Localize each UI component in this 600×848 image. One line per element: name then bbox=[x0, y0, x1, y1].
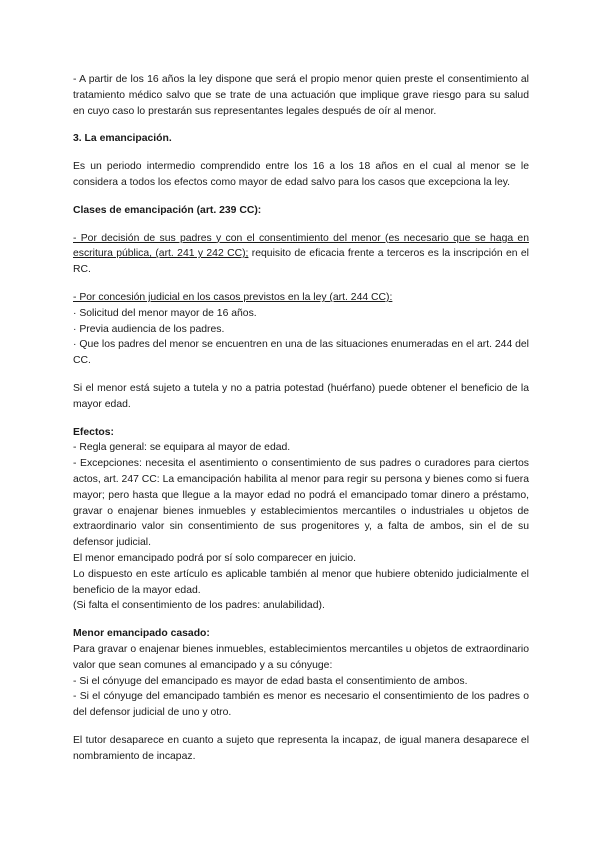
paragraph-definicion: Es un periodo intermedio comprendido entre los 16 a los 18 años en el cual al menor se le considera a todos los efectos como mayor de edad salvo para los casos que excepciona la ley. bbox=[73, 161, 529, 188]
clase-judicial-title: - Por concesión judicial en los casos previstos en la ley (art. 244 CC): bbox=[73, 291, 393, 303]
document-page bbox=[73, 72, 529, 764]
heading-menor-casado: Menor emancipado casado: bbox=[73, 628, 210, 640]
casado-line: Para gravar o enajenar bienes inmuebles, establecimientos mercantiles u objetos de extraordinario valor que sean comunes al emancipado y a su cónyuge: bbox=[73, 643, 529, 671]
paragraph-tutor: El tutor desaparece en cuanto a sujeto que representa la incapaz, de igual manera desaparece el nombramiento de incapaz. bbox=[73, 734, 529, 762]
clase-padres-rest: requisito de eficacia frente a terceros es la inscripción en el RC. bbox=[73, 248, 529, 276]
efectos-line: (Si falta el consentimiento de los padres: anulabilidad). bbox=[73, 600, 325, 612]
list-item: · Que los padres del menor se encuentren en una de las situaciones enumeradas en el art. 244 del CC. bbox=[73, 339, 529, 367]
efectos-line: Lo dispuesto en este artículo es aplicable también al menor que hubiere obtenido judicialmente el beneficio de la mayor edad. bbox=[73, 568, 529, 596]
block-concesion-judicial bbox=[73, 290, 529, 369]
efectos-line: - Regla general: se equipara al mayor de edad. bbox=[73, 442, 291, 454]
paragraph-consentimiento-medico: - A partir de los 16 años la ley dispone que será el propio menor quien preste el consentimiento al tratamiento médico salvo que se trate de una actuación que implique grave riesgo para su salud en cuyo caso lo prestarán sus representantes legales después de oír al menor. bbox=[73, 74, 529, 117]
list-item: · Previa audiencia de los padres. bbox=[73, 323, 225, 335]
section-title-emancipacion: 3. La emancipación. bbox=[73, 133, 172, 145]
heading-clases-emancipacion: Clases de emancipación (art. 239 CC): bbox=[73, 204, 262, 216]
block-efectos bbox=[73, 425, 529, 615]
block-menor-casado bbox=[73, 626, 529, 721]
clase-padres-underlined: - Por decisión de sus padres y con el consentimiento del menor (es necesario que se haga en escritura pública, (art. 241 y 242 CC); bbox=[73, 232, 529, 260]
efectos-line: El menor emancipado podrá por sí solo comparecer en juicio. bbox=[73, 552, 357, 564]
casado-line: - Si el cónyuge del emancipado es mayor de edad basta el consentimiento de ambos. bbox=[73, 675, 468, 687]
paragraph-clase-padres bbox=[73, 231, 529, 278]
paragraph-tutela: Si el menor está sujeto a tutela y no a patria potestad (huérfano) puede obtener el beneficio de la mayor edad. bbox=[73, 382, 529, 410]
heading-efectos: Efectos: bbox=[73, 426, 114, 438]
list-item: · Solicitud del menor mayor de 16 años. bbox=[73, 307, 257, 319]
casado-line: - Si el cónyuge del emancipado también es menor es necesario el consentimiento de los padres o del defensor judicial de uno y otro. bbox=[73, 691, 529, 719]
efectos-line: - Excepciones: necesita el asentimiento o consentimiento de sus padres o curadores para ciertos actos, art. 247 CC: La emancipación habilita al menor para regir su persona y bienes como si fuera mayor; pero hasta que llegue a la mayor edad no podrá el emancipado tomar dinero a préstamo, gravar o enajenar bienes inmuebles y establecimientos mercantiles o industriales u objetos de extraordinario valor sin consentimiento de sus progenitores y, a falta de ambos, sin el de su defensor judicial. bbox=[73, 458, 529, 549]
